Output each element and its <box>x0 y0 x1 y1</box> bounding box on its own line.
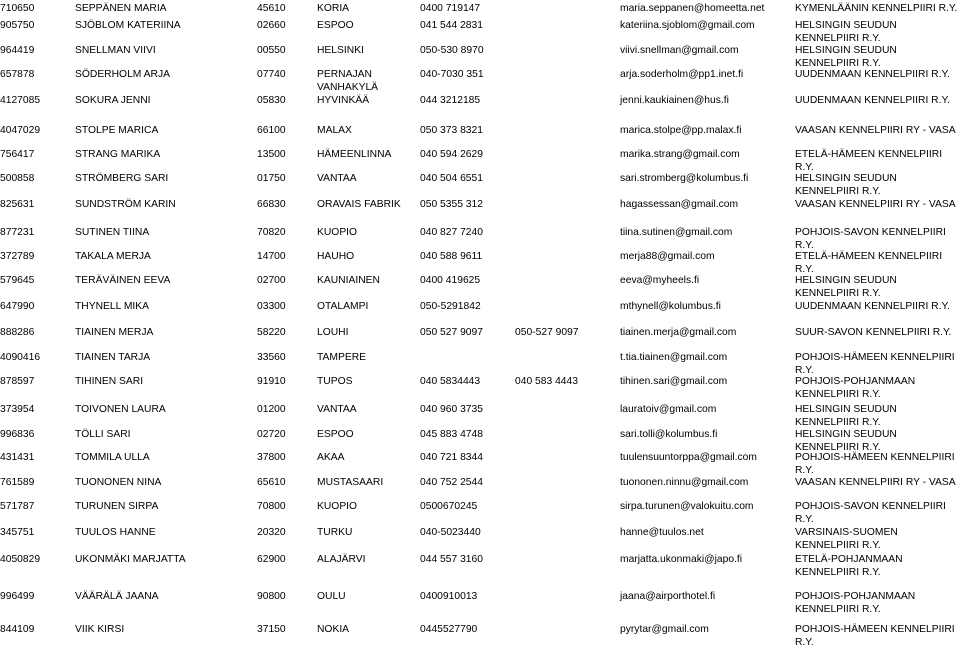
kennel-district: HELSINGIN SEUDUN KENNELPIIRI R.Y. <box>795 45 897 69</box>
postal-code: 14700 <box>257 251 286 262</box>
phone: 040 594 2629 <box>420 149 483 160</box>
email[interactable]: tiina.sutinen@gmail.com <box>620 227 733 238</box>
phone: 050 5355 312 <box>420 199 483 210</box>
city: KUOPIO <box>317 501 358 512</box>
member-id: 825631 <box>0 199 35 210</box>
email[interactable]: tuulensuuntorppa@gmail.com <box>620 452 757 463</box>
email[interactable]: arja.soderholm@pp1.inet.fi <box>620 69 744 80</box>
city: KAUNIAINEN <box>317 275 380 286</box>
member-id: 579645 <box>0 275 35 286</box>
city: TUPOS <box>317 376 353 387</box>
city: TURKU <box>317 527 353 538</box>
postal-code: 66100 <box>257 125 286 136</box>
member-name: STRANG MARIKA <box>75 149 161 160</box>
email[interactable]: sari.stromberg@kolumbus.fi <box>620 173 749 184</box>
phone: 040 721 8344 <box>420 452 483 463</box>
postal-code: 70820 <box>257 227 286 238</box>
city: ESPOO <box>317 20 354 31</box>
member-id: 4090416 <box>0 352 41 363</box>
postal-code: 37800 <box>257 452 286 463</box>
city: ALAJÄRVI <box>317 554 366 565</box>
kennel-district: HELSINGIN SEUDUN KENNELPIIRI R.Y. <box>795 173 897 197</box>
postal-code: 70800 <box>257 501 286 512</box>
kennel-district: KYMENLÄÄNIN KENNELPIIRI R.Y. <box>795 3 958 14</box>
city: VANTAA <box>317 173 357 184</box>
postal-code: 37150 <box>257 624 286 635</box>
member-name: STRÖMBERG SARI <box>75 173 169 184</box>
kennel-district: VAASAN KENNELPIIRI RY - VASA <box>795 477 956 488</box>
postal-code: 90800 <box>257 591 286 602</box>
member-id: 4127085 <box>0 95 41 106</box>
member-id: 4047029 <box>0 125 41 136</box>
city: VANTAA <box>317 404 357 415</box>
email[interactable]: t.tia.tiainen@gmail.com <box>620 352 728 363</box>
phone: 0500670245 <box>420 501 478 512</box>
postal-code: 03300 <box>257 301 286 312</box>
email[interactable]: sirpa.turunen@valokuitu.com <box>620 501 754 512</box>
email[interactable]: tuononen.ninnu@gmail.com <box>620 477 749 488</box>
city: OULU <box>317 591 346 602</box>
phone: 0400910013 <box>420 591 478 602</box>
phone: 0445527790 <box>420 624 478 635</box>
member-name: TÖLLI SARI <box>75 429 131 440</box>
kennel-district: ETELÄ-HÄMEEN KENNELPIIRI R.Y. <box>795 149 943 173</box>
phone: 041 544 2831 <box>420 20 483 31</box>
city: OTALAMPI <box>317 301 369 312</box>
member-id: 756417 <box>0 149 35 160</box>
member-id: 888286 <box>0 327 35 338</box>
email[interactable]: hagassessan@gmail.com <box>620 199 739 210</box>
phone: 040 752 2544 <box>420 477 483 488</box>
member-name: SÖDERHOLM ARJA <box>75 69 170 80</box>
postal-code: 05830 <box>257 95 286 106</box>
phone: 045 883 4748 <box>420 429 483 440</box>
kennel-district: VAASAN KENNELPIIRI RY - VASA <box>795 125 956 136</box>
postal-code: 58220 <box>257 327 286 338</box>
member-id: 877231 <box>0 227 35 238</box>
postal-code: 02700 <box>257 275 286 286</box>
kennel-district: UUDENMAAN KENNELPIIRI R.Y. <box>795 301 950 312</box>
postal-code: 45610 <box>257 3 286 14</box>
email[interactable]: hanne@tuulos.net <box>620 527 704 538</box>
city: HELSINKI <box>317 45 364 56</box>
phone: 050 373 8321 <box>420 125 483 136</box>
city: MUSTASAARI <box>317 477 384 488</box>
member-name: UKONMÄKI MARJATTA <box>75 554 186 565</box>
member-name: SOKURA JENNI <box>75 95 151 106</box>
member-id: 996499 <box>0 591 35 602</box>
member-id: 373954 <box>0 404 35 415</box>
city: TAMPERE <box>317 352 367 363</box>
kennel-district: ETELÄ-HÄMEEN KENNELPIIRI R.Y. <box>795 251 943 275</box>
member-name: STOLPE MARICA <box>75 125 159 136</box>
postal-code: 62900 <box>257 554 286 565</box>
city: HYVINKÄÄ <box>317 95 370 106</box>
email[interactable]: viivi.snellman@gmail.com <box>620 45 739 56</box>
phone-secondary: 040 583 4443 <box>515 376 578 387</box>
phone: 040 504 6551 <box>420 173 483 184</box>
member-id: 345751 <box>0 527 35 538</box>
email[interactable]: pyrytar@gmail.com <box>620 624 709 635</box>
kennel-district: POHJOIS-SAVON KENNELPIIRI R.Y. <box>795 227 946 251</box>
email[interactable]: marjatta.ukonmaki@japo.fi <box>620 554 743 565</box>
kennel-district: UUDENMAAN KENNELPIIRI R.Y. <box>795 69 950 80</box>
email[interactable]: mthynell@kolumbus.fi <box>620 301 721 312</box>
postal-code: 13500 <box>257 149 286 160</box>
member-name: TUULOS HANNE <box>75 527 156 538</box>
kennel-district: POHJOIS-POHJANMAAN KENNELPIIRI R.Y. <box>795 591 916 615</box>
member-name: THYNELL MIKA <box>75 301 150 312</box>
city: ESPOO <box>317 429 354 440</box>
member-name: SUTINEN TIINA <box>75 227 150 238</box>
phone: 050 527 9097 <box>420 327 483 338</box>
city: HÄMEENLINNA <box>317 149 392 160</box>
phone: 040 960 3735 <box>420 404 483 415</box>
kennel-district: POHJOIS-POHJANMAAN KENNELPIIRI R.Y. <box>795 376 916 400</box>
member-id: 844109 <box>0 624 35 635</box>
kennel-district: HELSINGIN SEUDUN KENNELPIIRI R.Y. <box>795 275 897 299</box>
kennel-district: POHJOIS-HÄMEEN KENNELPIIRI R.Y. <box>795 624 955 648</box>
city: KORIA <box>317 3 350 14</box>
city: KUOPIO <box>317 227 358 238</box>
phone: 040-7030 351 <box>420 69 484 80</box>
email[interactable]: jenni.kaukiainen@hus.fi <box>620 95 729 106</box>
member-id: 657878 <box>0 69 35 80</box>
member-name: VÄÄRÄLÄ JAANA <box>75 591 159 602</box>
kennel-district: HELSINGIN SEUDUN KENNELPIIRI R.Y. <box>795 20 897 44</box>
member-name: TIAINEN TARJA <box>75 352 151 363</box>
email[interactable]: kateriina.sjoblom@gmail.com <box>620 20 755 31</box>
phone: 040-5023440 <box>420 527 481 538</box>
phone: 050-530 8970 <box>420 45 484 56</box>
member-id: 996836 <box>0 429 35 440</box>
city: MALAX <box>317 125 352 136</box>
phone: 0400 719147 <box>420 3 481 14</box>
member-name: VIIK KIRSI <box>75 624 125 635</box>
kennel-district: VARSINAIS-SUOMEN KENNELPIIRI R.Y. <box>795 527 898 551</box>
email[interactable]: maria.seppanen@homeetta.net <box>620 3 765 14</box>
email[interactable]: marica.stolpe@pp.malax.fi <box>620 125 742 136</box>
city: ORAVAIS FABRIK <box>317 199 401 210</box>
city: NOKIA <box>317 624 350 635</box>
phone: 040 827 7240 <box>420 227 483 238</box>
member-name: TURUNEN SIRPA <box>75 501 159 512</box>
member-name: TERÄVÄINEN EEVA <box>75 275 171 286</box>
member-id: 372789 <box>0 251 35 262</box>
postal-code: 91910 <box>257 376 286 387</box>
member-name: TUONONEN NINA <box>75 477 162 488</box>
member-id: 878597 <box>0 376 35 387</box>
email[interactable]: sari.tolli@kolumbus.fi <box>620 429 718 440</box>
member-id: 710650 <box>0 3 35 14</box>
postal-code: 01200 <box>257 404 286 415</box>
member-id: 4050829 <box>0 554 41 565</box>
member-name: SUNDSTRÖM KARIN <box>75 199 176 210</box>
member-id: 761589 <box>0 477 35 488</box>
kennel-district: SUUR-SAVON KENNELPIIRI R.Y. <box>795 327 952 338</box>
kennel-district: UUDENMAAN KENNELPIIRI R.Y. <box>795 95 950 106</box>
member-name: TIHINEN SARI <box>75 376 144 387</box>
postal-code: 65610 <box>257 477 286 488</box>
member-id: 431431 <box>0 452 35 463</box>
member-name: TOIVONEN LAURA <box>75 404 166 415</box>
member-id: 964419 <box>0 45 35 56</box>
member-name: SJÖBLOM KATERIINA <box>75 20 181 31</box>
kennel-district: POHJOIS-HÄMEEN KENNELPIIRI R.Y. <box>795 452 955 476</box>
phone: 044 3212185 <box>420 95 481 106</box>
email[interactable]: eeva@myheels.fi <box>620 275 700 286</box>
kennel-district: ETELÄ-POHJANMAAN KENNELPIIRI R.Y. <box>795 554 903 578</box>
member-name: TAKALA MERJA <box>75 251 151 262</box>
city: HAUHO <box>317 251 355 262</box>
city: AKAA <box>317 452 345 463</box>
postal-code: 07740 <box>257 69 286 80</box>
phone: 040 5834443 <box>420 376 481 387</box>
email[interactable]: lauratoiv@gmail.com <box>620 404 717 415</box>
email[interactable]: jaana@airporthotel.fi <box>620 591 716 602</box>
email[interactable]: tiainen.merja@gmail.com <box>620 327 737 338</box>
kennel-district: HELSINGIN SEUDUN KENNELPIIRI R.Y. <box>795 429 897 453</box>
postal-code: 33560 <box>257 352 286 363</box>
phone-secondary: 050-527 9097 <box>515 327 579 338</box>
member-name: SNELLMAN VIIVI <box>75 45 156 56</box>
city: LOUHI <box>317 327 349 338</box>
kennel-district: HELSINGIN SEUDUN KENNELPIIRI R.Y. <box>795 404 897 428</box>
member-name: TOMMILA ULLA <box>75 452 150 463</box>
postal-code: 66830 <box>257 199 286 210</box>
phone: 044 557 3160 <box>420 554 483 565</box>
email[interactable]: merja88@gmail.com <box>620 251 715 262</box>
member-name: SEPPÄNEN MARIA <box>75 3 167 14</box>
postal-code: 02720 <box>257 429 286 440</box>
kennel-district: POHJOIS-SAVON KENNELPIIRI R.Y. <box>795 501 946 525</box>
postal-code: 02660 <box>257 20 286 31</box>
member-id: 500858 <box>0 173 35 184</box>
kennel-district: VAASAN KENNELPIIRI RY - VASA <box>795 199 956 210</box>
phone: 040 588 9611 <box>420 251 483 262</box>
postal-code: 00550 <box>257 45 286 56</box>
email[interactable]: marika.strang@gmail.com <box>620 149 740 160</box>
member-id: 571787 <box>0 501 35 512</box>
postal-code: 01750 <box>257 173 286 184</box>
city: PERNAJAN VANHAKYLÄ <box>317 69 379 93</box>
phone: 0400 419625 <box>420 275 481 286</box>
member-id: 647990 <box>0 301 35 312</box>
postal-code: 20320 <box>257 527 286 538</box>
phone: 050-5291842 <box>420 301 481 312</box>
member-name: TIAINEN MERJA <box>75 327 154 338</box>
member-id: 905750 <box>0 20 35 31</box>
email[interactable]: tihinen.sari@gmail.com <box>620 376 728 387</box>
kennel-district: POHJOIS-HÄMEEN KENNELPIIRI R.Y. <box>795 352 955 376</box>
